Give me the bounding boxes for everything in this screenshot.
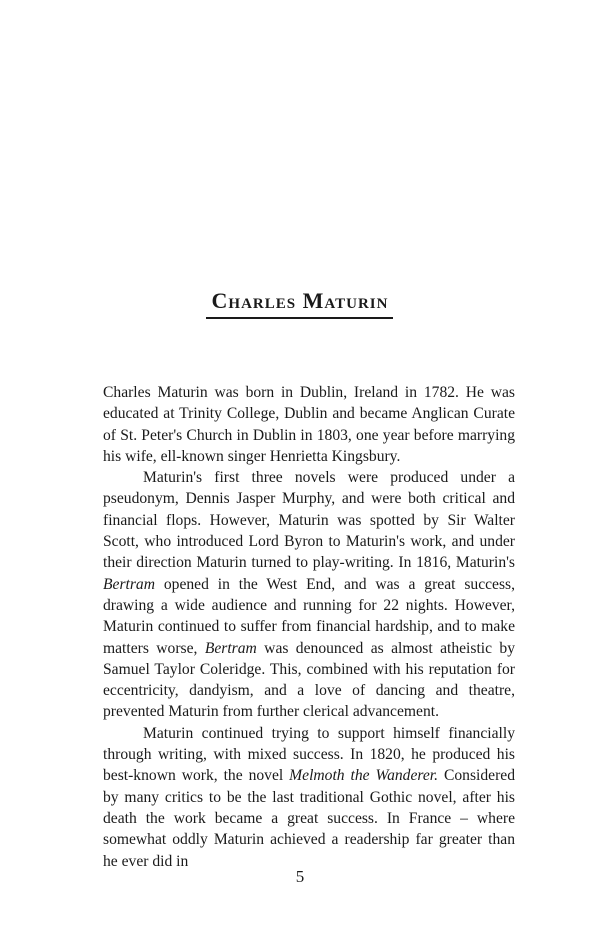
paragraph-2 [103, 467, 515, 723]
work-title-melmoth: Melmoth the Wanderer. [289, 767, 439, 785]
body-text [103, 382, 515, 872]
paragraph-3 [103, 723, 515, 872]
chapter-title: Charles Maturin [211, 287, 389, 313]
paragraph-1-text: Charles Maturin was born in Dublin, Ireland in 1782. He was educated at Trinity College, Dublin and became Anglican Curate of St. Peter's Church in Dublin in 1803, one year before marrying his wife, ell-known singer Henrietta Kingsbury. [103, 384, 515, 465]
paragraph-2-text-c: was denounced as almost atheistic by Samuel Taylor Coleridge. This, combined with his reputation for eccentricity, dandyism, and a love of dancing and theatre, prevented Maturin from further clerical advancement. [103, 639, 516, 721]
paragraph-2-text-b: opened in the West End, and was a great success, drawing a wide audience and running for 22 nights. However, Maturin continued to suffer from financial hardship, and to make matters worse, [103, 575, 515, 657]
paragraph-3-text-a: Maturin continued trying to support himself financially through writing, with mixed success. In 1820, he produced his best-known work, the novel [103, 724, 515, 785]
paragraph-1 [103, 382, 515, 467]
work-title-bertram: Bertram [204, 639, 257, 657]
work-title-bertram: Bertram [103, 575, 155, 593]
paragraph-3-text-b: Considered by many critics to be the last traditional Gothic novel, after his death the work became a great success. In France – where somewhat oddly Maturin achieved a readership far greater than he ever did in [103, 767, 515, 870]
title-underline [206, 317, 393, 319]
page-number: 5 [295, 867, 305, 886]
paragraph-2-text-a: Maturin's first three novels were produced under a pseudonym, Dennis Jasper Murphy, and were both critical and financial flops. However, Maturin was spotted by Sir Walter Scott, who introduced Lord Byron to Maturin's work, and under their direction Maturin turned to play-writing. In 1816, Maturin's [103, 469, 515, 572]
